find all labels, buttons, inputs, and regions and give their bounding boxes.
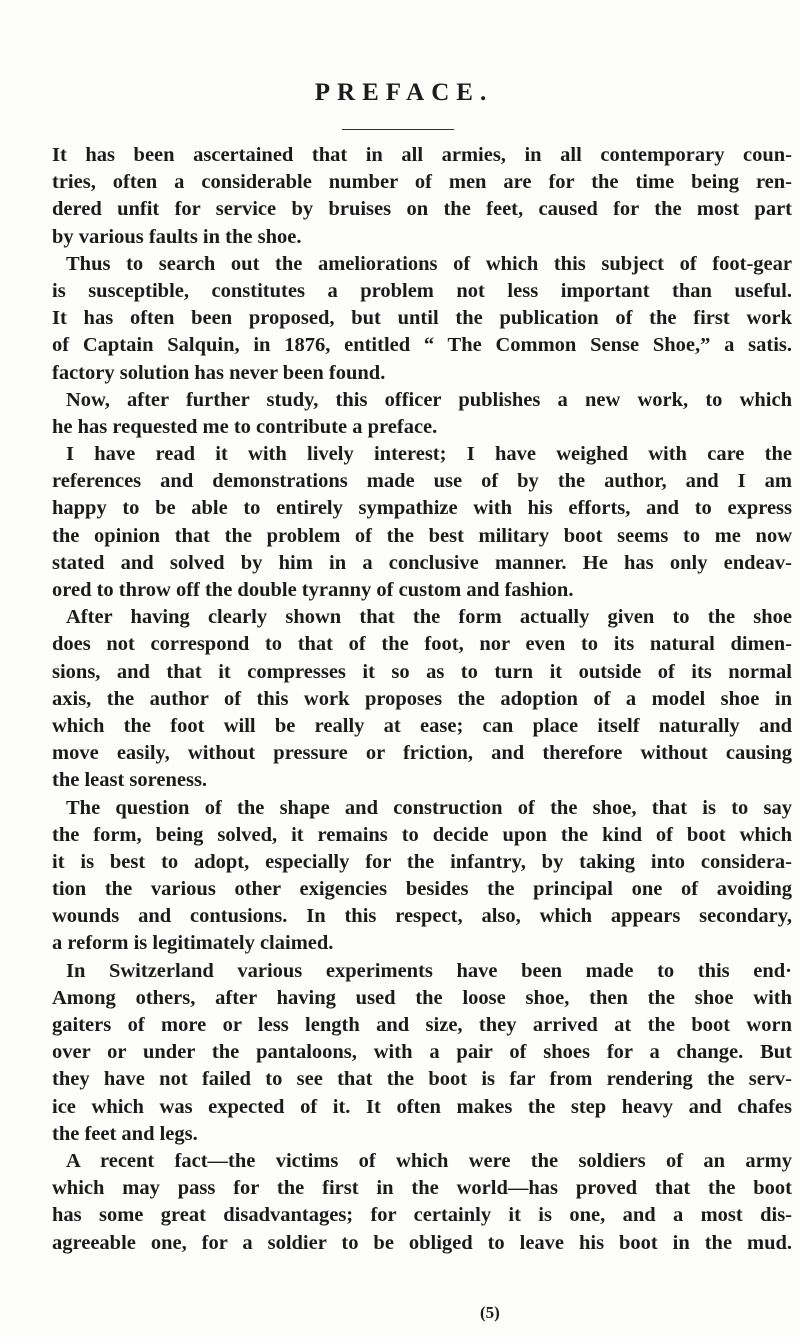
text-line: Among others, after having used the loose shoe, then the shoe with xyxy=(52,986,792,1009)
text-line: which the foot will be really at ease; can place itself naturally and xyxy=(52,714,792,737)
text-line: the feet and legs. xyxy=(52,1122,198,1145)
text-line: references and demonstrations made use of by the author, and I am xyxy=(52,470,792,493)
text-line: which may pass for the first in the world—has proved that the boot xyxy=(52,1177,792,1200)
text-line: After having clearly shown that the form actually given to the shoe xyxy=(66,606,792,629)
text-line: Thus to search out the ameliorations of which this subject of foot-gear xyxy=(66,252,792,275)
text-line: It has been ascertained that in all armies, in all contemporary coun- xyxy=(52,144,792,166)
text-line: happy to be able to entirely sympathize with his efforts, and to express xyxy=(52,497,792,520)
page-heading: PREFACE. xyxy=(314,79,494,106)
text-line: they have not failed to see that the boot is far from rendering the serv- xyxy=(52,1068,792,1091)
text-line: over or under the pantaloons, with a pair of shoes for a change. But xyxy=(52,1041,792,1064)
page-number: (5) xyxy=(480,1303,500,1322)
text-line: ice which was expected of it. It often makes the step heavy and chafes xyxy=(52,1095,792,1118)
text-line: the least soreness. xyxy=(52,769,208,792)
text-line: sions, and that it compresses it so as to turn it outside of its normal xyxy=(52,660,792,683)
text-line: the form, being solved, it remains to decide upon the kind of boot which xyxy=(52,823,792,846)
text-line: The question of the shape and construction of the shoe, that is to say xyxy=(66,796,792,819)
text-line: stated and solved by him in a conclusive manner. He has only endeav- xyxy=(52,551,792,574)
text-line: axis, the author of this work proposes the adoption of a model shoe in xyxy=(52,687,792,710)
text-line: wounds and contusions. In this respect, also, which appears secondary, xyxy=(52,905,792,928)
text-line: I have read it with lively interest; I have weighed with care the xyxy=(66,443,792,466)
text-line: In Switzerland various experiments have been made to this end· xyxy=(66,959,792,982)
text-line: the opinion that the problem of the best military boot seems to me now xyxy=(52,524,792,547)
text-line: It has often been proposed, but until the publication of the first work xyxy=(52,307,792,330)
text-line: tion the various other exigencies besides the principal one of avoiding xyxy=(52,878,792,901)
text-line: agreeable one, for a soldier to be obliged to leave his boot in the mud. xyxy=(52,1231,792,1254)
text-line: has some great disadvantages; for certainly it is one, and a most dis- xyxy=(52,1204,792,1227)
text-line: A recent fact—the victims of which were the soldiers of an army xyxy=(66,1149,792,1172)
text-line: of Captain Salquin, in 1876, entitled “ The Common Sense Shoe,” a satis. xyxy=(52,334,792,357)
text-line: is susceptible, constitutes a problem not less important than useful. xyxy=(52,279,792,302)
text-line: dered unfit for service by bruises on the feet, caused for the most part xyxy=(52,198,792,221)
preface-body xyxy=(52,142,792,1257)
text-line: factory solution has never been found. xyxy=(52,361,386,384)
text-line: Now, after further study, this officer publishes a new work, to which xyxy=(66,388,792,411)
text-line: by various faults in the shoe. xyxy=(52,225,302,248)
text-line: it is best to adopt, especially for the infantry, by taking into considera- xyxy=(52,850,792,873)
text-line: he has requested me to contribute a preface. xyxy=(52,415,438,438)
text-line: does not correspond to that of the foot, nor even to its natural dimen- xyxy=(52,633,792,656)
text-line: ored to throw off the double tyranny of custom and fashion. xyxy=(52,579,574,601)
text-line: a reform is legitimately claimed. xyxy=(52,932,334,955)
text-line: gaiters of more or less length and size, they arrived at the boot worn xyxy=(52,1014,792,1036)
text-line: move easily, without pressure or friction, and therefore without causing xyxy=(52,742,792,765)
text-line: tries, often a considerable number of men are for the time being ren- xyxy=(52,171,792,194)
heading-rule xyxy=(342,129,454,130)
